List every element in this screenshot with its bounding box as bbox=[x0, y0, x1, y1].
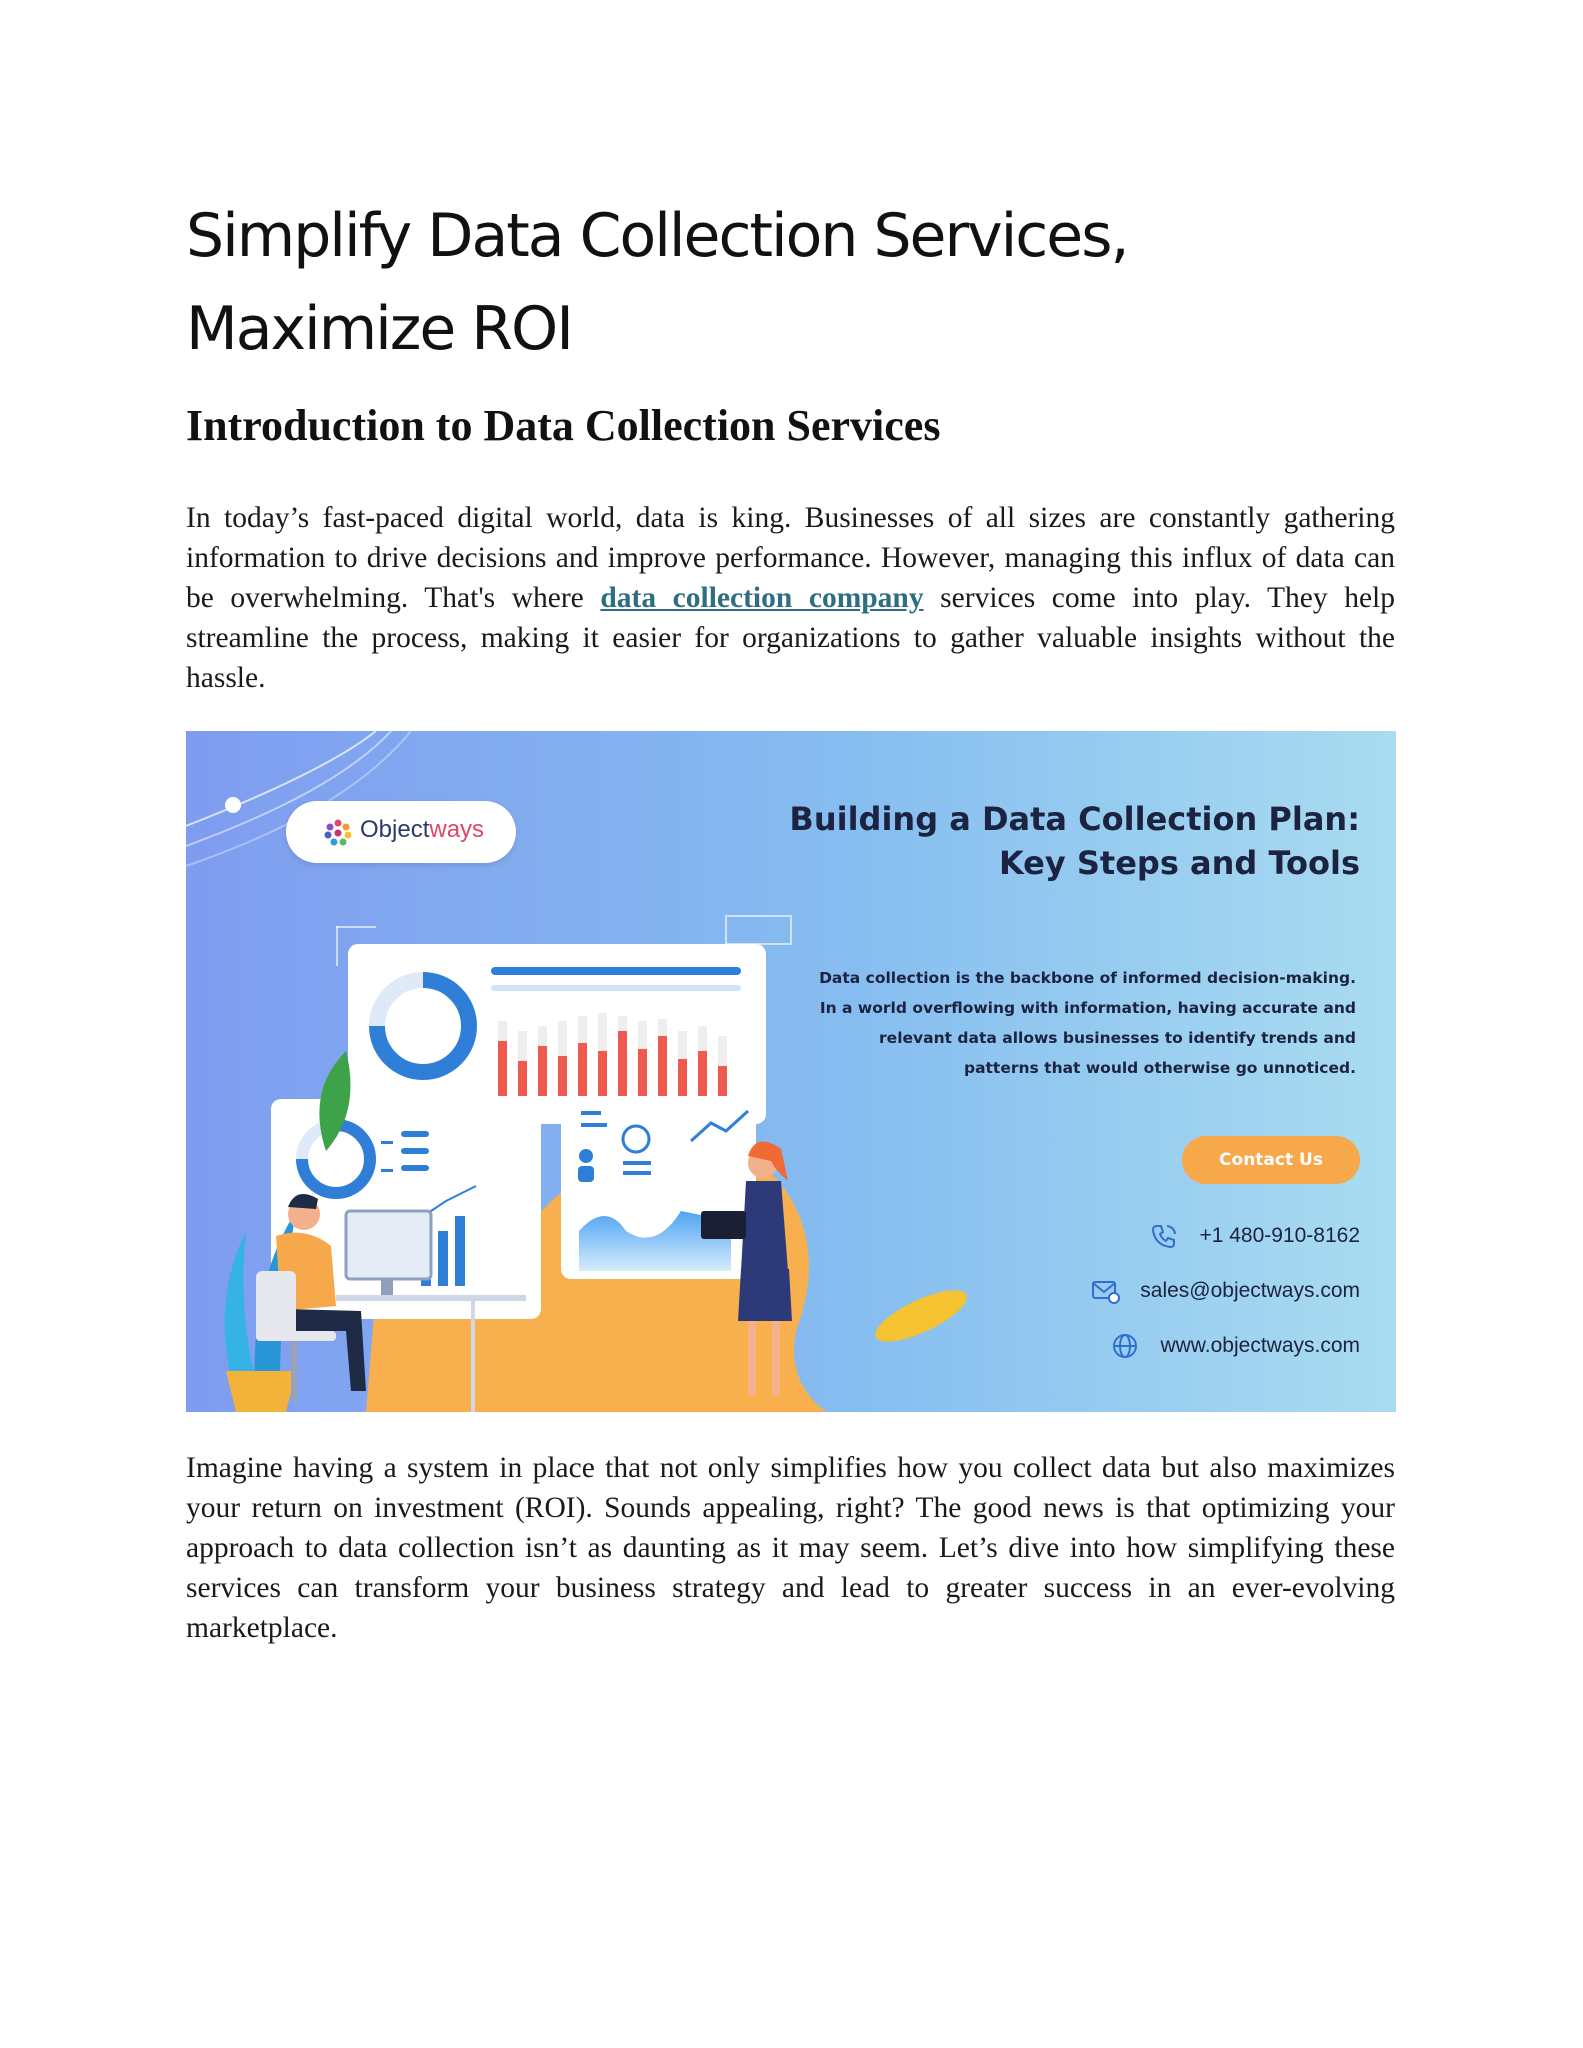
banner-website bbox=[1110, 1331, 1360, 1361]
banner-desc-line-4: patterns that would otherwise go unnoticed. bbox=[963, 1059, 1356, 1077]
banner-image bbox=[186, 731, 1396, 1412]
intro-text-start: In today’s fast-paced digital world, data is king. Businesses of all sizes are constantly gathering information to drive decisions and improve performance. However, managing this influx of data can be overwhelming. That's where bbox=[186, 502, 1395, 614]
website-url: www.objectways.com bbox=[1160, 1334, 1360, 1357]
deco-dot bbox=[225, 797, 241, 813]
logo-text bbox=[360, 816, 484, 844]
banner-phone bbox=[1149, 1221, 1360, 1251]
banner-heading bbox=[660, 797, 1360, 885]
phone-number: +1 480-910-8162 bbox=[1199, 1224, 1360, 1247]
objectways-logo bbox=[286, 801, 516, 863]
banner-heading-line-2: Key Steps and Tools bbox=[998, 844, 1360, 882]
title-line-2: Maximize ROI bbox=[186, 294, 572, 364]
banner-email bbox=[1090, 1276, 1360, 1306]
mail-icon bbox=[1090, 1276, 1120, 1306]
desk bbox=[336, 1295, 526, 1301]
page-title bbox=[186, 190, 1336, 376]
banner-desc-line-2: In a world overflowing with information, having accurate and bbox=[819, 999, 1356, 1017]
laptop bbox=[701, 1211, 746, 1239]
title-line-1: Simplify Data Collection Services, bbox=[186, 201, 1128, 271]
banner-desc-line-1: Data collection is the backbone of informed decision-making. bbox=[819, 969, 1356, 987]
banner-description bbox=[736, 963, 1356, 1083]
logo-text-ways: ways bbox=[429, 816, 485, 843]
banner-heading-line-1: Building a Data Collection Plan: bbox=[789, 800, 1360, 838]
banner-desc-line-3: relevant data allows businesses to identify trends and bbox=[879, 1029, 1356, 1047]
intro-text-end: services come into play. They help streamline the process, making it easier for organizations to gather valuable insights without the hassle. bbox=[186, 582, 1396, 694]
contact-us-button: Contact Us bbox=[1182, 1136, 1360, 1184]
plant-pot bbox=[226, 1371, 296, 1412]
roi-paragraph: Imagine having a system in place that not only simplifies how you collect data but also maximizes your return on investment (ROI). Sounds appealing, right? The good news is that optimizing your approach to data collection isn’t as daunting as it may seem. Let’s dive into how simplifying these services can transform your business strategy and lead to greater success in an ever-evolving marketplace. bbox=[186, 1452, 1395, 1644]
monitor bbox=[346, 1211, 431, 1279]
logo-text-object: Object bbox=[360, 816, 430, 843]
objectways-logo-icon bbox=[322, 817, 354, 849]
intro-paragraph bbox=[186, 498, 1395, 698]
woman-jacket bbox=[741, 1181, 788, 1271]
section-heading: Introduction to Data Collection Services bbox=[186, 401, 941, 450]
chair-back bbox=[256, 1271, 296, 1341]
phone-icon bbox=[1149, 1221, 1179, 1251]
globe-icon bbox=[1110, 1331, 1140, 1361]
data-collection-company-link[interactable]: data collection company bbox=[600, 582, 924, 614]
email-address: sales@objectways.com bbox=[1140, 1279, 1360, 1302]
